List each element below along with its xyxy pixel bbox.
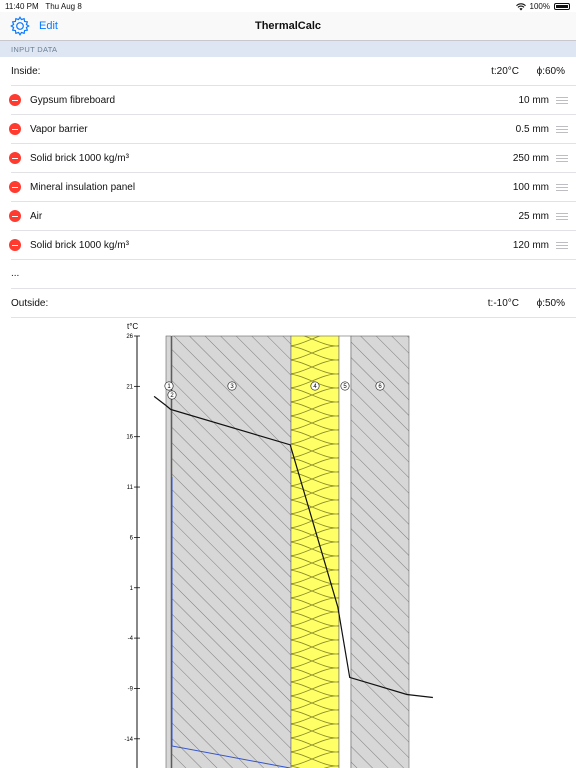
delete-icon[interactable] — [9, 239, 21, 251]
status-bar — [0, 0, 576, 12]
reorder-handle-icon[interactable] — [556, 213, 568, 220]
delete-icon[interactable] — [9, 123, 21, 135]
wifi-icon — [516, 3, 526, 11]
layer-thickness: 10 mm — [518, 95, 549, 106]
inside-conditions-row[interactable] — [0, 57, 576, 86]
layer-marker-label: 6 — [378, 384, 382, 391]
layer-row[interactable] — [0, 173, 576, 202]
inside-humidity[interactable]: ϕ:60% — [536, 66, 565, 77]
status-time: 11:40 PM Thu Aug 8 — [5, 2, 82, 11]
y-tick-label: -9 — [127, 686, 133, 693]
layer-name: Vapor barrier — [30, 124, 88, 135]
temperature-profile-chart — [0, 318, 576, 768]
y-tick-label: 26 — [126, 334, 133, 340]
layer-marker-label: 5 — [343, 384, 347, 391]
page-title: ThermalCalc — [254, 20, 322, 32]
y-tick-label: -14 — [124, 736, 133, 743]
layer-thickness: 25 mm — [518, 211, 549, 222]
layer-brick-250-hatch — [172, 336, 291, 768]
layer-name: Gypsum fibreboard — [30, 95, 116, 106]
reorder-handle-icon[interactable] — [556, 97, 568, 104]
layer-air-gap — [339, 336, 351, 768]
layer-name: Mineral insulation panel — [30, 182, 136, 193]
layer-marker-label: 3 — [230, 384, 234, 391]
outside-label: Outside: — [11, 298, 49, 309]
battery-icon — [554, 3, 570, 10]
inside-temperature[interactable]: t:20°C — [491, 66, 519, 77]
layer-row[interactable] — [0, 86, 576, 115]
more-label: ... — [11, 268, 20, 279]
layer-insulation-pattern — [291, 336, 339, 768]
layer-gypsum — [166, 336, 171, 768]
layer-row[interactable] — [0, 144, 576, 173]
y-tick-label: 1 — [129, 585, 133, 592]
layer-marker-label: 4 — [313, 384, 317, 391]
y-tick-label: -4 — [127, 636, 133, 643]
layer-name: Solid brick 1000 kg/m³ — [30, 153, 129, 164]
delete-icon[interactable] — [9, 181, 21, 193]
layer-marker-label: 2 — [170, 393, 174, 400]
navigation-bar — [0, 12, 576, 41]
layer-thickness: 120 mm — [512, 240, 549, 251]
y-tick-label: 21 — [126, 384, 133, 391]
layer-row[interactable] — [0, 202, 576, 231]
section-header-label: INPUT DATA — [11, 45, 58, 54]
delete-icon[interactable] — [9, 94, 21, 106]
layer-thickness: 100 mm — [512, 182, 549, 193]
status-right — [516, 2, 570, 11]
layer-thickness: 0.5 mm — [515, 124, 549, 135]
y-tick-label: 6 — [129, 535, 133, 542]
delete-icon[interactable] — [9, 210, 21, 222]
delete-icon[interactable] — [9, 152, 21, 164]
layer-row[interactable] — [0, 231, 576, 260]
inside-label: Inside: — [11, 66, 41, 77]
add-layer-row[interactable] — [0, 260, 576, 289]
layer-name: Air — [30, 211, 43, 222]
layer-thickness: 250 mm — [512, 153, 549, 164]
y-tick-label: 11 — [126, 485, 133, 492]
outside-conditions-row[interactable] — [0, 289, 576, 318]
reorder-handle-icon[interactable] — [556, 184, 568, 191]
battery-percent: 100% — [529, 2, 550, 11]
edit-button[interactable]: Edit — [39, 20, 58, 32]
outside-temperature[interactable]: t:-10°C — [487, 298, 519, 309]
reorder-handle-icon[interactable] — [556, 155, 568, 162]
outside-humidity[interactable]: ϕ:50% — [536, 298, 565, 309]
y-axis-label: t°C — [127, 322, 139, 331]
section-header — [0, 41, 576, 57]
layer-marker-label: 1 — [167, 384, 171, 391]
layer-brick-120-hatch — [351, 336, 409, 768]
reorder-handle-icon[interactable] — [556, 242, 568, 249]
layer-row[interactable] — [0, 115, 576, 144]
y-tick-label: 16 — [126, 434, 133, 441]
layer-name: Solid brick 1000 kg/m³ — [30, 240, 129, 251]
reorder-handle-icon[interactable] — [556, 126, 568, 133]
